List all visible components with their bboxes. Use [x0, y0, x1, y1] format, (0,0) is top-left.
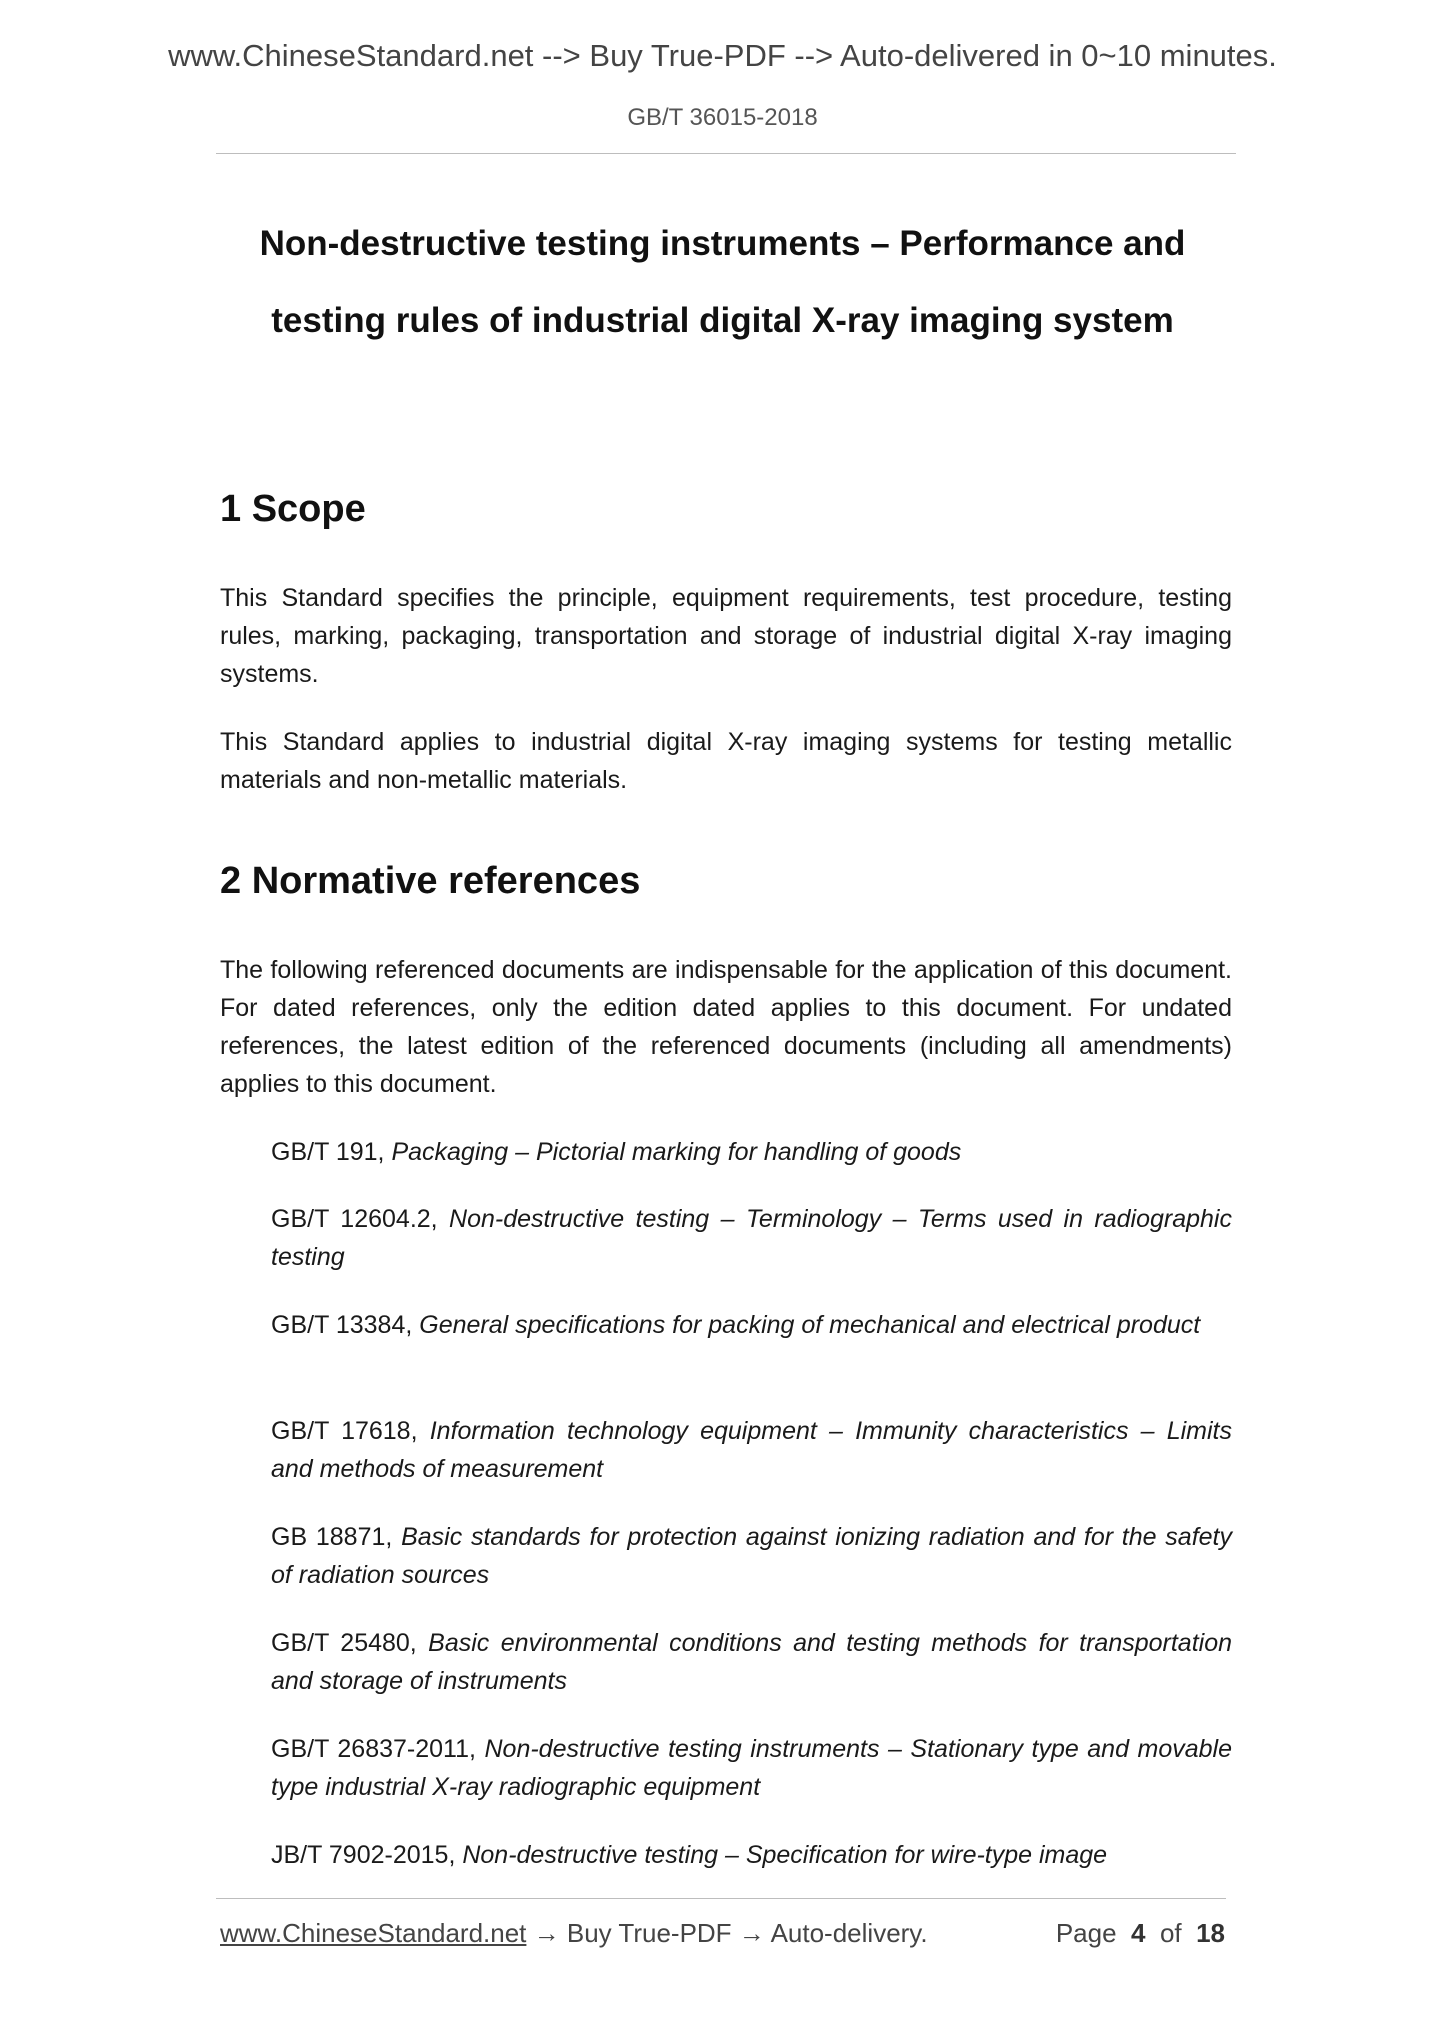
page-current: 4: [1131, 1918, 1146, 1948]
section-heading-normative-references: 2 Normative references: [220, 860, 641, 902]
standard-code: GB/T 36015-2018: [627, 104, 818, 131]
reference-item: [271, 1200, 1232, 1276]
reference-title: Non-destructive testing instruments – Stationary type and movable type industrial X-ray radiographic equipment: [271, 1735, 1232, 1801]
reference-code: GB 18871,: [271, 1523, 393, 1551]
page-total: 18: [1196, 1918, 1225, 1948]
reference-item: [271, 1730, 1232, 1806]
top-banner: www.ChineseStandard.net --> Buy True-PDF --> Auto-delivered in 0~10 minutes.: [168, 38, 1277, 73]
reference-title: General specifications for packing of mechanical and electrical product: [419, 1311, 1201, 1339]
footer-tagline: → Buy True-PDF → Auto-delivery.: [526, 1918, 928, 1948]
reference-item: [271, 1412, 1232, 1488]
title-line-1: Non-destructive testing instruments – Performance and: [259, 224, 1186, 263]
reference-code: GB/T 26837-2011,: [271, 1735, 476, 1763]
reference-item: [271, 1306, 1232, 1344]
reference-code: GB/T 13384,: [271, 1311, 413, 1339]
footer-site-link[interactable]: www.ChineseStandard.net: [220, 1918, 527, 1948]
reference-item: [271, 1518, 1232, 1594]
reference-title: Information technology equipment – Immunity characteristics – Limits and methods of measurement: [271, 1417, 1232, 1483]
reference-item: [271, 1624, 1232, 1700]
footer-text: [220, 1918, 928, 1949]
header-divider: [216, 153, 1236, 154]
page-label: Page: [1055, 1918, 1117, 1948]
document-title: [160, 205, 1285, 359]
page-indicator: [1056, 1918, 1225, 1949]
reference-title: Non-destructive testing – Terminology – Terms used in radiographic testing: [271, 1205, 1232, 1271]
reference-code: GB/T 17618,: [271, 1417, 418, 1445]
scope-paragraph-2: This Standard applies to industrial digital X-ray imaging systems for testing metallic materials and non-metallic materials.: [220, 728, 1232, 794]
reference-item: [271, 1836, 1232, 1874]
page-of-label: of: [1159, 1918, 1182, 1948]
reference-code: GB/T 25480,: [271, 1629, 417, 1657]
reference-code: GB/T 191,: [271, 1138, 385, 1166]
reference-title: Basic environmental conditions and testing methods for transportation and storage of instruments: [271, 1629, 1233, 1695]
reference-code: GB/T 12604.2,: [271, 1205, 438, 1233]
reference-title: Basic standards for protection against ionizing radiation and for the safety of radiation sources: [271, 1523, 1232, 1589]
title-line-2: testing rules of industrial digital X-ray imaging system: [271, 301, 1174, 340]
reference-title: Packaging – Pictorial marking for handling of goods: [391, 1138, 962, 1166]
reference-title: Non-destructive testing – Specification for wire-type image: [462, 1841, 1108, 1869]
footer-divider: [216, 1898, 1226, 1899]
reference-item: [271, 1133, 1232, 1171]
section-heading-scope: 1 Scope: [220, 488, 366, 530]
references-intro-paragraph: The following referenced documents are indispensable for the application of this document. For dated references, only the edition dated applies to this document. For undated references, the latest edition of the referenced documents (including all amendments) applies to this document.: [220, 956, 1232, 1098]
scope-paragraph-1: This Standard specifies the principle, equipment requirements, test procedure, testing rules, marking, packaging, transportation and storage of industrial digital X-ray imaging systems.: [220, 584, 1232, 688]
page-footer: [220, 1918, 1225, 1958]
reference-code: JB/T 7902-2015,: [271, 1841, 456, 1869]
